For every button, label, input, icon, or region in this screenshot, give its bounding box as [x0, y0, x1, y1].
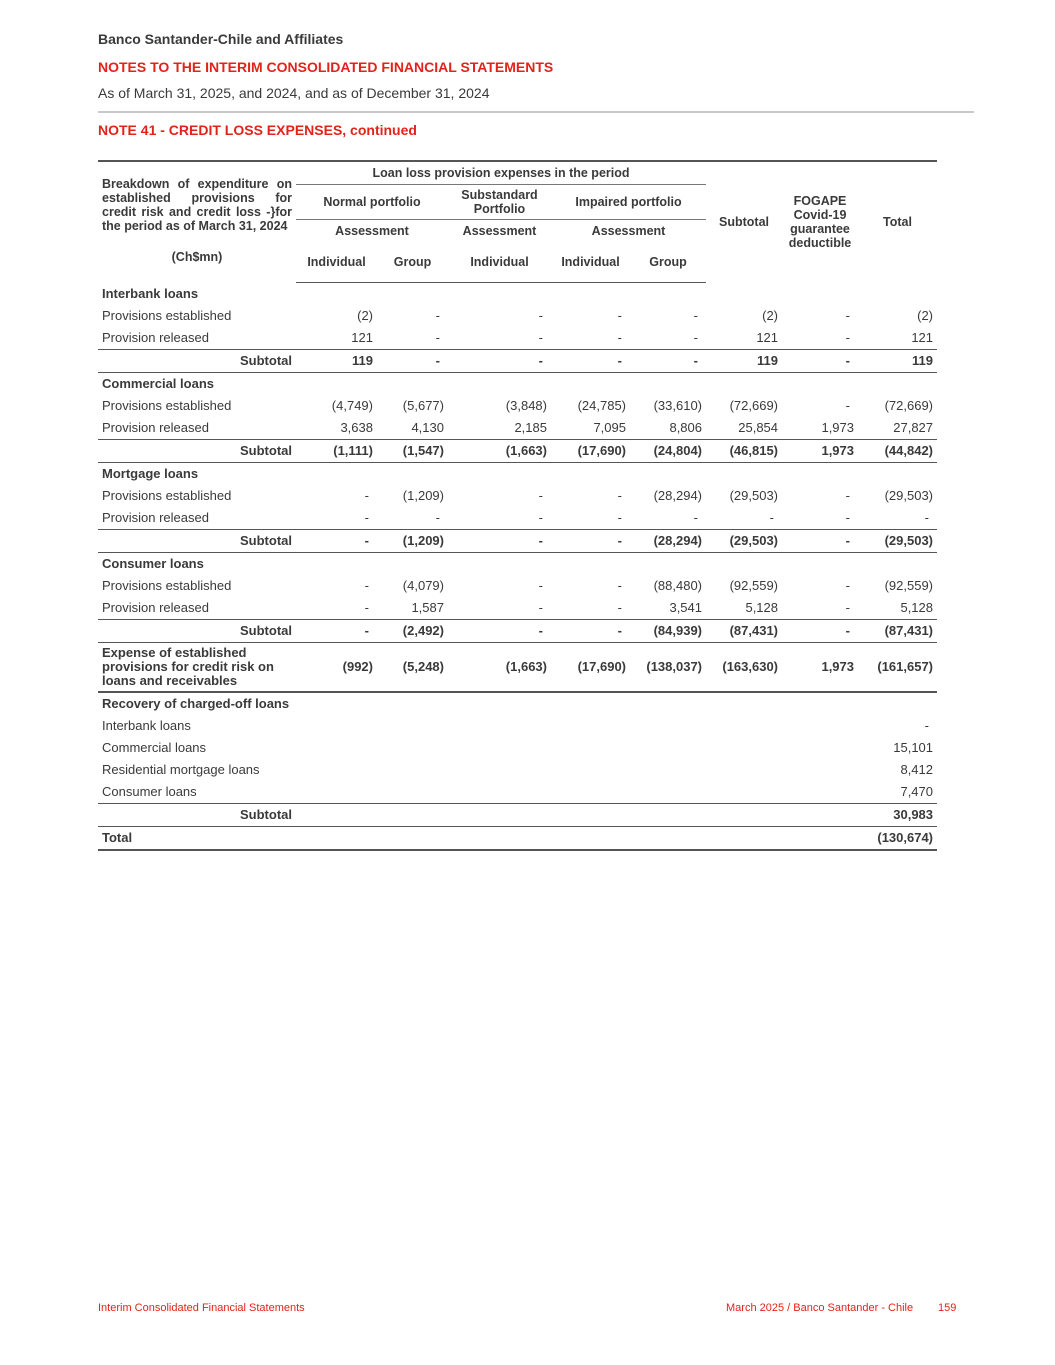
expense-total-row	[98, 643, 937, 693]
value-cell: -	[782, 350, 858, 373]
row-label: Interbank loans	[102, 718, 191, 733]
subtotal-row	[98, 350, 937, 373]
row-label: Provisions established	[102, 488, 232, 503]
row-label: Provision released	[102, 510, 209, 525]
table-body	[98, 283, 937, 851]
footer-right: March 2025 / Banco Santander - Chile	[726, 1302, 914, 1314]
row-label: Provisions established	[102, 308, 232, 323]
table-row	[98, 417, 937, 440]
value-cell: 119	[858, 350, 937, 373]
subtotal-row	[98, 620, 937, 643]
recovery-row	[98, 737, 937, 759]
grand-total-row	[98, 827, 937, 851]
company-name: Banco Santander-Chile and Affiliates	[98, 31, 344, 47]
blank-cell	[296, 804, 858, 827]
value-cell: (88,480)	[653, 578, 703, 593]
value-cell: (29,503)	[858, 530, 937, 553]
value-cell: (33,610)	[653, 398, 703, 413]
recovery-row	[98, 715, 937, 737]
value-cell: (92,559)	[729, 578, 779, 593]
section-title: Mortgage loans	[102, 466, 199, 481]
value-cell: (72,669)	[729, 398, 779, 413]
value-cell: -	[364, 600, 369, 615]
value-cell: (87,431)	[858, 620, 937, 643]
value-cell: 4,130	[411, 420, 444, 435]
value-cell: -	[538, 330, 543, 345]
stub-header	[98, 161, 296, 283]
subtotal-label: Subtotal	[98, 530, 296, 553]
subtotal-row	[98, 530, 937, 553]
value-cell: (4,749)	[331, 398, 373, 413]
value-cell: (87,431)	[706, 620, 782, 643]
value-cell: -	[845, 398, 851, 413]
section-header-row	[98, 373, 937, 396]
section-header-row	[98, 463, 937, 486]
subtotal-label: Subtotal	[98, 620, 296, 643]
group-col-header: Group	[630, 242, 706, 283]
individual-header: Individual	[551, 242, 630, 283]
value-cell: 5,128	[900, 600, 934, 615]
value-cell: -	[448, 620, 551, 643]
value-cell: -	[630, 350, 706, 373]
section-title: Recovery of charged-off loans	[102, 696, 290, 711]
value-cell: (1,547)	[377, 440, 448, 463]
recovery-row	[98, 781, 937, 804]
section-title: Commercial loans	[102, 376, 214, 391]
col-total: Total	[883, 215, 912, 230]
row-label: Commercial loans	[102, 740, 207, 755]
value-cell: -	[538, 600, 543, 615]
footer-left: Interim Consolidated Financial Statements	[98, 1302, 305, 1314]
row-label: Consumer loans	[102, 784, 197, 799]
value-cell: (2)	[917, 308, 934, 323]
value-cell: -	[769, 510, 775, 525]
value-cell: -	[693, 308, 699, 323]
value-cell: 119	[706, 350, 782, 373]
individual-header: Individual	[448, 242, 551, 283]
value-cell: -	[538, 578, 543, 593]
value-cell: -	[845, 510, 851, 525]
assessment-header: Assessment	[591, 224, 666, 238]
note-title: NOTE 41 - CREDIT LOSS EXPENSES, continued	[98, 122, 417, 138]
value-cell: (163,630)	[706, 643, 782, 693]
value-cell: -	[617, 488, 622, 503]
value-cell: -	[617, 600, 622, 615]
value-cell: -	[364, 510, 369, 525]
section-header-row	[98, 553, 937, 576]
subtotal-row	[98, 804, 937, 827]
value-cell: -	[617, 578, 622, 593]
value-cell: -	[538, 510, 543, 525]
value-cell: (28,294)	[653, 488, 703, 503]
section-header-row	[98, 692, 937, 715]
value-cell: -	[693, 510, 699, 525]
value-cell: -	[538, 488, 543, 503]
page-number: 159	[938, 1302, 957, 1314]
value-cell: (29,503)	[706, 530, 782, 553]
value-cell: (24,804)	[630, 440, 706, 463]
subtotal-label: Subtotal	[98, 350, 296, 373]
value-cell: 121	[351, 330, 373, 345]
value-cell: (92,559)	[884, 578, 934, 593]
value-cell: -	[448, 350, 551, 373]
value-cell: -	[845, 488, 851, 503]
value-cell: 3,541	[669, 600, 703, 615]
value-cell: (138,037)	[630, 643, 706, 693]
notes-title: NOTES TO THE INTERIM CONSOLIDATED FINANCIAL STATEMENTS	[98, 59, 554, 75]
grand-total-value: (130,674)	[858, 827, 937, 851]
table-row	[98, 597, 937, 620]
col-subtotal: Subtotal	[719, 215, 770, 230]
value-cell: -	[538, 308, 543, 323]
value-cell: (4,079)	[402, 578, 444, 593]
expense-label: Expense of established provisions for credit risk on loans and receivables	[98, 643, 296, 693]
row-label: Provisions established	[102, 398, 232, 413]
value-cell: (17,690)	[551, 440, 630, 463]
value-cell: -	[924, 718, 930, 733]
value-cell: -	[551, 530, 630, 553]
table-row	[98, 575, 937, 597]
row-label: Provisions established	[102, 578, 232, 593]
value-cell: (3,848)	[505, 398, 547, 413]
value-cell: (29,503)	[884, 488, 934, 503]
substandard-portfolio-header: Substandard Portfolio	[448, 185, 551, 220]
stub-header-text: Breakdown of expenditure on established provisions for credit risk and credit loss -}for the period as of March 31, 2024	[102, 177, 292, 233]
value-cell: (29,503)	[729, 488, 779, 503]
value-cell: 121	[911, 330, 934, 345]
value-cell: (992)	[296, 643, 377, 693]
unit-label: (Ch$mn)	[171, 250, 223, 264]
section-title: Interbank loans	[102, 286, 199, 301]
value-cell: -	[296, 620, 377, 643]
value-cell: 119	[296, 350, 377, 373]
table-row	[98, 485, 937, 507]
value-cell: 15,101	[893, 740, 934, 755]
recovery-row	[98, 759, 937, 781]
value-cell: 2,185	[514, 420, 547, 435]
assessment-header: Assessment	[335, 224, 409, 238]
header-divider	[98, 111, 974, 113]
value-cell: (1,111)	[296, 440, 377, 463]
value-cell: 1,973	[782, 440, 858, 463]
value-cell: 7,470	[900, 784, 934, 799]
value-cell: 8,412	[900, 762, 934, 777]
normal-portfolio-header: Normal portfolio	[296, 185, 448, 220]
value-cell: (5,677)	[402, 398, 444, 413]
value-cell: (24,785)	[577, 398, 626, 413]
value-cell: -	[617, 308, 622, 323]
section-title: Consumer loans	[102, 556, 204, 571]
col-fogape: FOGAPE Covid-19 guarantee deductible	[788, 194, 852, 251]
value-cell: 3,638	[340, 420, 373, 435]
value-cell: -	[435, 308, 440, 323]
value-cell: 121	[756, 330, 779, 345]
value-cell: -	[435, 510, 440, 525]
table-row	[98, 327, 937, 350]
value-cell: -	[364, 578, 369, 593]
group-header: Loan loss provision expenses in the period	[296, 161, 706, 185]
value-cell: (1,209)	[377, 530, 448, 553]
subtotal-row	[98, 440, 937, 463]
table-header	[98, 161, 937, 283]
value-cell: (5,248)	[377, 643, 448, 693]
value-cell: (44,842)	[858, 440, 937, 463]
value-cell: 5,128	[745, 600, 779, 615]
grand-total-label: Total	[98, 827, 858, 851]
as-of-date: As of March 31, 2025, and 2024, and as of December 31, 2024	[98, 85, 490, 101]
value-cell: -	[845, 330, 851, 345]
group-col-header: Group	[377, 242, 448, 283]
value-cell: (17,690)	[551, 643, 630, 693]
row-label: Provision released	[102, 420, 209, 435]
value-cell: -	[845, 578, 851, 593]
value-cell: (46,815)	[706, 440, 782, 463]
value-cell: -	[924, 510, 930, 525]
value-cell: 7,095	[593, 420, 626, 435]
value-cell: -	[364, 488, 369, 503]
value-cell: 30,983	[858, 804, 937, 827]
value-cell: 8,806	[669, 420, 703, 435]
value-cell: (161,657)	[858, 643, 937, 693]
value-cell: -	[377, 350, 448, 373]
value-cell: 1,587	[411, 600, 444, 615]
section-header-row	[98, 283, 937, 306]
credit-loss-table	[98, 160, 937, 851]
value-cell: -	[435, 330, 440, 345]
value-cell: 1,973	[821, 420, 855, 435]
assessment-header: Assessment	[462, 224, 537, 238]
value-cell: -	[551, 350, 630, 373]
value-cell: -	[845, 308, 851, 323]
value-cell: (72,669)	[884, 398, 934, 413]
value-cell: (2)	[762, 308, 779, 323]
value-cell: -	[782, 530, 858, 553]
row-label: Provision released	[102, 330, 209, 345]
individual-header: Individual	[296, 242, 377, 283]
value-cell: (1,209)	[402, 488, 444, 503]
value-cell: (2,492)	[377, 620, 448, 643]
row-label: Provision released	[102, 600, 209, 615]
row-label: Residential mortgage loans	[102, 762, 260, 777]
value-cell: (2)	[357, 308, 373, 323]
value-cell: -	[296, 530, 377, 553]
value-cell: (84,939)	[630, 620, 706, 643]
value-cell: -	[617, 330, 622, 345]
subtotal-label: Subtotal	[98, 440, 296, 463]
table-row	[98, 507, 937, 530]
value-cell: -	[551, 620, 630, 643]
value-cell: 1,973	[782, 643, 858, 693]
value-cell: -	[693, 330, 699, 345]
value-cell: -	[782, 620, 858, 643]
value-cell: (1,663)	[448, 643, 551, 693]
value-cell: (1,663)	[448, 440, 551, 463]
value-cell: 25,854	[738, 420, 779, 435]
value-cell: -	[617, 510, 622, 525]
table-row	[98, 305, 937, 327]
value-cell: -	[845, 600, 851, 615]
impaired-portfolio-header: Impaired portfolio	[551, 185, 706, 220]
value-cell: 27,827	[893, 420, 934, 435]
value-cell: (28,294)	[630, 530, 706, 553]
subtotal-label: Subtotal	[98, 804, 296, 827]
table-row	[98, 395, 937, 417]
value-cell: -	[448, 530, 551, 553]
